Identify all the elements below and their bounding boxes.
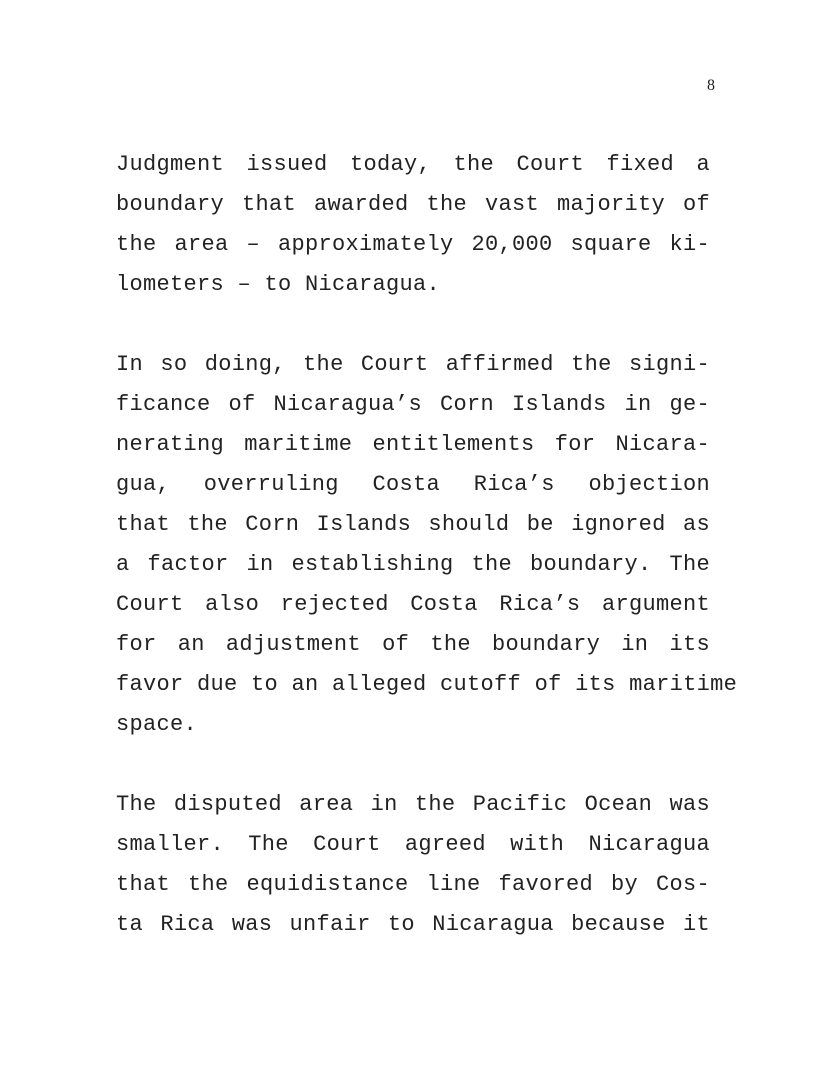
body-text — [116, 145, 738, 945]
text-line: that the Corn Islands should be ignored as — [116, 512, 710, 537]
text-line: for an adjustment of the boundary in its — [116, 632, 710, 657]
paragraph-gap — [116, 305, 710, 345]
text-line: space. — [116, 712, 198, 737]
text-line: that the equidistance line favored by Cos- — [116, 872, 710, 897]
paragraph-2 — [116, 345, 738, 745]
text-line: Court also rejected Costa Rica’s argument — [116, 592, 710, 617]
text-line: ficance of Nicaragua’s Corn Islands in ge- — [116, 392, 710, 417]
text-line: smaller. The Court agreed with Nicaragua — [116, 832, 710, 857]
paragraph-gap — [116, 745, 710, 785]
text-line: nerating maritime entitlements for Nicara- — [116, 432, 710, 457]
text-line: lometers – to Nicaragua. — [116, 272, 441, 297]
text-line: the area – approximately 20,000 square ki- — [116, 232, 710, 257]
text-line: ta Rica was unfair to Nicaragua because it — [116, 912, 710, 937]
text-line: In so doing, the Court affirmed the signi- — [116, 352, 710, 377]
page-number: 8 — [707, 77, 715, 94]
paragraph-1 — [116, 145, 710, 305]
paragraph-3 — [116, 785, 710, 945]
text-line: a factor in establishing the boundary. The — [116, 552, 710, 577]
text-line: Judgment issued today, the Court fixed a — [116, 152, 710, 177]
text-line: The disputed area in the Pacific Ocean was — [116, 792, 710, 817]
text-line: favor due to an alleged cutoff of its maritime — [116, 672, 738, 697]
text-line: boundary that awarded the vast majority of — [116, 192, 710, 217]
text-line: gua, overruling Costa Rica’s objection — [116, 472, 710, 497]
